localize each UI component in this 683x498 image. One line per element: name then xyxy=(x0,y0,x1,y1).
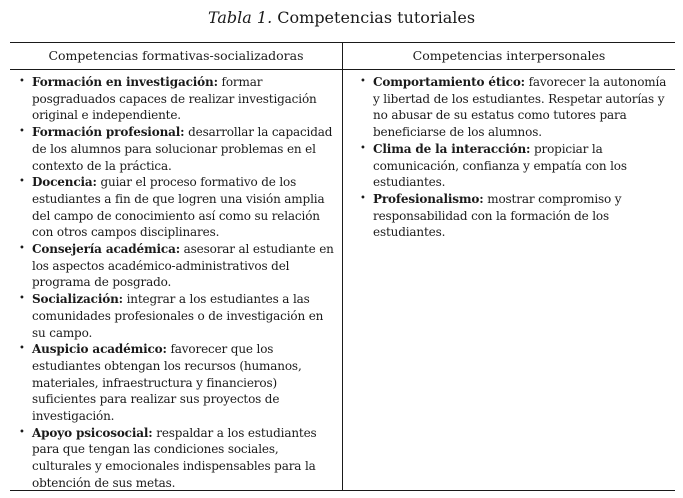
item-term: Auspicio académico: xyxy=(32,342,167,357)
bullet-icon: • xyxy=(19,243,25,255)
column-header-formativas: Competencias formativas-socializadoras xyxy=(10,43,343,69)
table-body-row xyxy=(10,70,675,490)
item-term: Clima de la interacción: xyxy=(373,141,531,156)
list-item xyxy=(10,425,342,492)
bullet-icon: • xyxy=(19,293,25,305)
item-term: Formación en investigación: xyxy=(32,75,218,89)
bullet-icon: • xyxy=(19,343,25,355)
item-term: Docencia: xyxy=(32,175,97,190)
table-header-row xyxy=(10,43,675,70)
item-text: formar posgraduados capaces de realizar investigación original e independiente. xyxy=(32,75,317,123)
interpersonales-list xyxy=(343,74,675,241)
item-text: integrar a los estudiantes a las comunidades profesionales o de investigación en su campo. xyxy=(32,292,324,340)
interpersonales-cell xyxy=(343,70,675,490)
item-term: Comportamiento ético: xyxy=(373,75,525,89)
bullet-icon: • xyxy=(19,76,25,87)
item-term: Socialización: xyxy=(32,292,123,307)
formativas-cell xyxy=(10,70,343,490)
item-text: mostrar compromiso y responsabilidad con la formación de los estudiantes. xyxy=(373,191,622,240)
item-term: Apoyo psicosocial: xyxy=(32,425,153,440)
bullet-icon: • xyxy=(19,426,25,438)
item-text: asesorar al estudiante en los aspectos académico-administrativos del programa de posgrado. xyxy=(32,242,334,290)
item-text: guiar el proceso formativo de los estudiantes a fin de que logren una visión amplia del campo de conocimiento así como su relación con otros campos disciplinares. xyxy=(32,175,325,240)
item-text: propiciar la comunicación, confianza y empatía con los estudiantes. xyxy=(373,141,627,190)
list-item xyxy=(10,124,342,174)
bullet-icon: • xyxy=(360,142,366,154)
list-item xyxy=(343,141,675,191)
list-item xyxy=(10,241,342,291)
item-term: Profesionalismo: xyxy=(373,191,484,206)
item-term: Formación profesional: xyxy=(32,125,185,140)
item-text: favorecer que los estudiantes obtengan los recursos (humanos, materiales, infraestructura y financieros) suficientes para realizar sus proyectos de investigación. xyxy=(32,342,302,424)
competencies-table xyxy=(10,42,675,491)
item-text: respaldar a los estudiantes para que tengan las condiciones sociales, culturales y emocionales indispensables para la obtención de sus metas. xyxy=(32,425,317,490)
table-caption xyxy=(0,8,683,28)
caption-number: Tabla 1. xyxy=(207,8,273,27)
bullet-icon: • xyxy=(360,192,366,204)
bullet-icon: • xyxy=(19,126,25,138)
bullet-icon: • xyxy=(19,176,25,188)
bullet-icon: • xyxy=(360,76,366,87)
list-item xyxy=(10,341,342,425)
caption-title: Competencias tutoriales xyxy=(277,8,476,27)
list-item xyxy=(343,74,675,141)
column-header-interpersonales: Competencias interpersonales xyxy=(412,48,606,63)
list-item xyxy=(10,174,342,241)
formativas-list xyxy=(10,74,342,492)
item-text: desarrollar la capacidad de los alumnos para solucionar problemas en el contexto de la práctica. xyxy=(32,125,333,173)
item-term: Consejería académica: xyxy=(32,242,180,257)
item-text: favorecer la autonomía y libertad de los estudiantes. Respetar autorías y no abusar de su estatus como tutores para beneficiarse de los alumnos. xyxy=(373,75,667,140)
list-item xyxy=(10,74,342,124)
list-item xyxy=(10,291,342,341)
list-item xyxy=(343,191,675,241)
